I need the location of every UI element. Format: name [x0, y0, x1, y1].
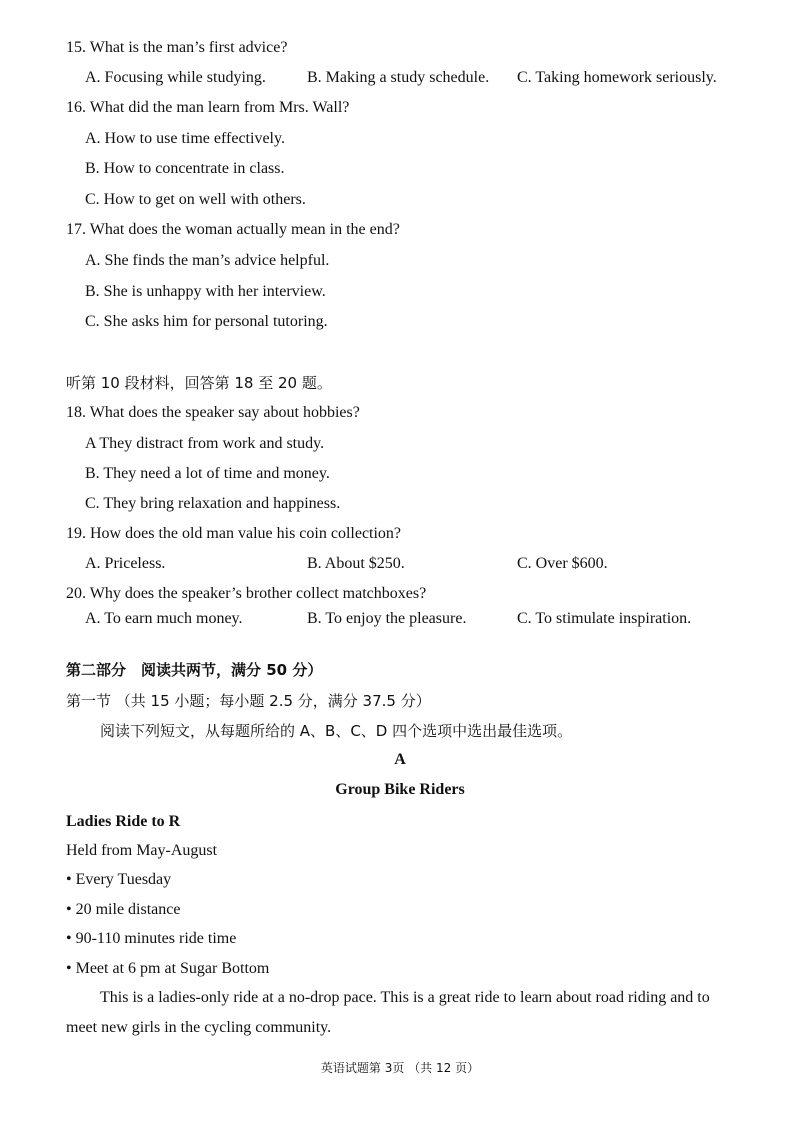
question-20-option-c: C. To stimulate inspiration.: [517, 610, 692, 627]
question-18-option-c: C. They bring relaxation and happiness.: [85, 495, 341, 512]
part-2-heading: 第二部分 阅读共两节，满分 50 分）: [66, 661, 323, 679]
section-10-instruction: 听第 10 段材料，回答第 18 至 20 题。: [66, 374, 332, 392]
event-title: Ladies Ride to R: [66, 813, 181, 830]
bullet-item: • 90-110 minutes ride time: [66, 930, 237, 947]
page-footer: 英语试题第 3页 （共 12 页）: [320, 1061, 480, 1075]
passage-letter: A: [394, 751, 406, 768]
question-20-stem: 20. Why does the speaker’s brother collect matchboxes?: [66, 585, 427, 602]
question-15-stem: 15. What is the man’s first advice?: [66, 39, 288, 56]
question-17-stem: 17. What does the woman actually mean in the end?: [66, 221, 400, 238]
question-15-option-c: C. Taking homework seriously.: [517, 69, 717, 86]
question-16-option-c: C. How to get on well with others.: [85, 191, 306, 208]
question-17-option-a: A. She finds the man’s advice helpful.: [85, 252, 330, 269]
question-16-option-a: A. How to use time effectively.: [85, 130, 285, 147]
question-18-option-b: B. They need a lot of time and money.: [85, 465, 330, 482]
question-16-option-b: B. How to concentrate in class.: [85, 160, 285, 177]
question-19-stem: 19. How does the old man value his coin collection?: [66, 525, 402, 542]
question-19-option-a: A. Priceless.: [85, 555, 166, 572]
question-17-option-c: C. She asks him for personal tutoring.: [85, 313, 328, 330]
reading-instruction: 阅读下列短文，从每题所给的 A、B、C、D 四个选项中选出最佳选项。: [100, 722, 573, 740]
question-18-stem: 18. What does the speaker say about hobbies?: [66, 404, 360, 421]
question-15-option-a: A. Focusing while studying.: [85, 69, 266, 86]
bullet-item: • Meet at 6 pm at Sugar Bottom: [66, 960, 270, 977]
event-held: Held from May-August: [66, 842, 218, 859]
section-1-heading: 第一节 （共 15 小题；每小题 2.5 分，满分 37.5 分）: [66, 692, 431, 710]
question-16-stem: 16. What did the man learn from Mrs. Wall?: [66, 99, 350, 116]
paragraph-line-2: meet new girls in the cycling community.: [66, 1019, 332, 1036]
passage-title: Group Bike Riders: [335, 781, 465, 798]
question-19-option-c: C. Over $600.: [517, 555, 608, 572]
bullet-item: • Every Tuesday: [66, 871, 172, 888]
question-20-option-a: A. To earn much money.: [85, 610, 243, 627]
bullet-item: • 20 mile distance: [66, 901, 181, 918]
question-20-option-b: B. To enjoy the pleasure.: [307, 610, 467, 627]
question-18-option-a: A They distract from work and study.: [85, 435, 325, 452]
question-17-option-b: B. She is unhappy with her interview.: [85, 283, 326, 300]
paragraph-line-1: This is a ladies-only ride at a no-drop pace. This is a great ride to learn about road riding and to: [100, 989, 710, 1006]
question-19-option-b: B. About $250.: [307, 555, 405, 572]
question-15-option-b: B. Making a study schedule.: [307, 69, 490, 86]
